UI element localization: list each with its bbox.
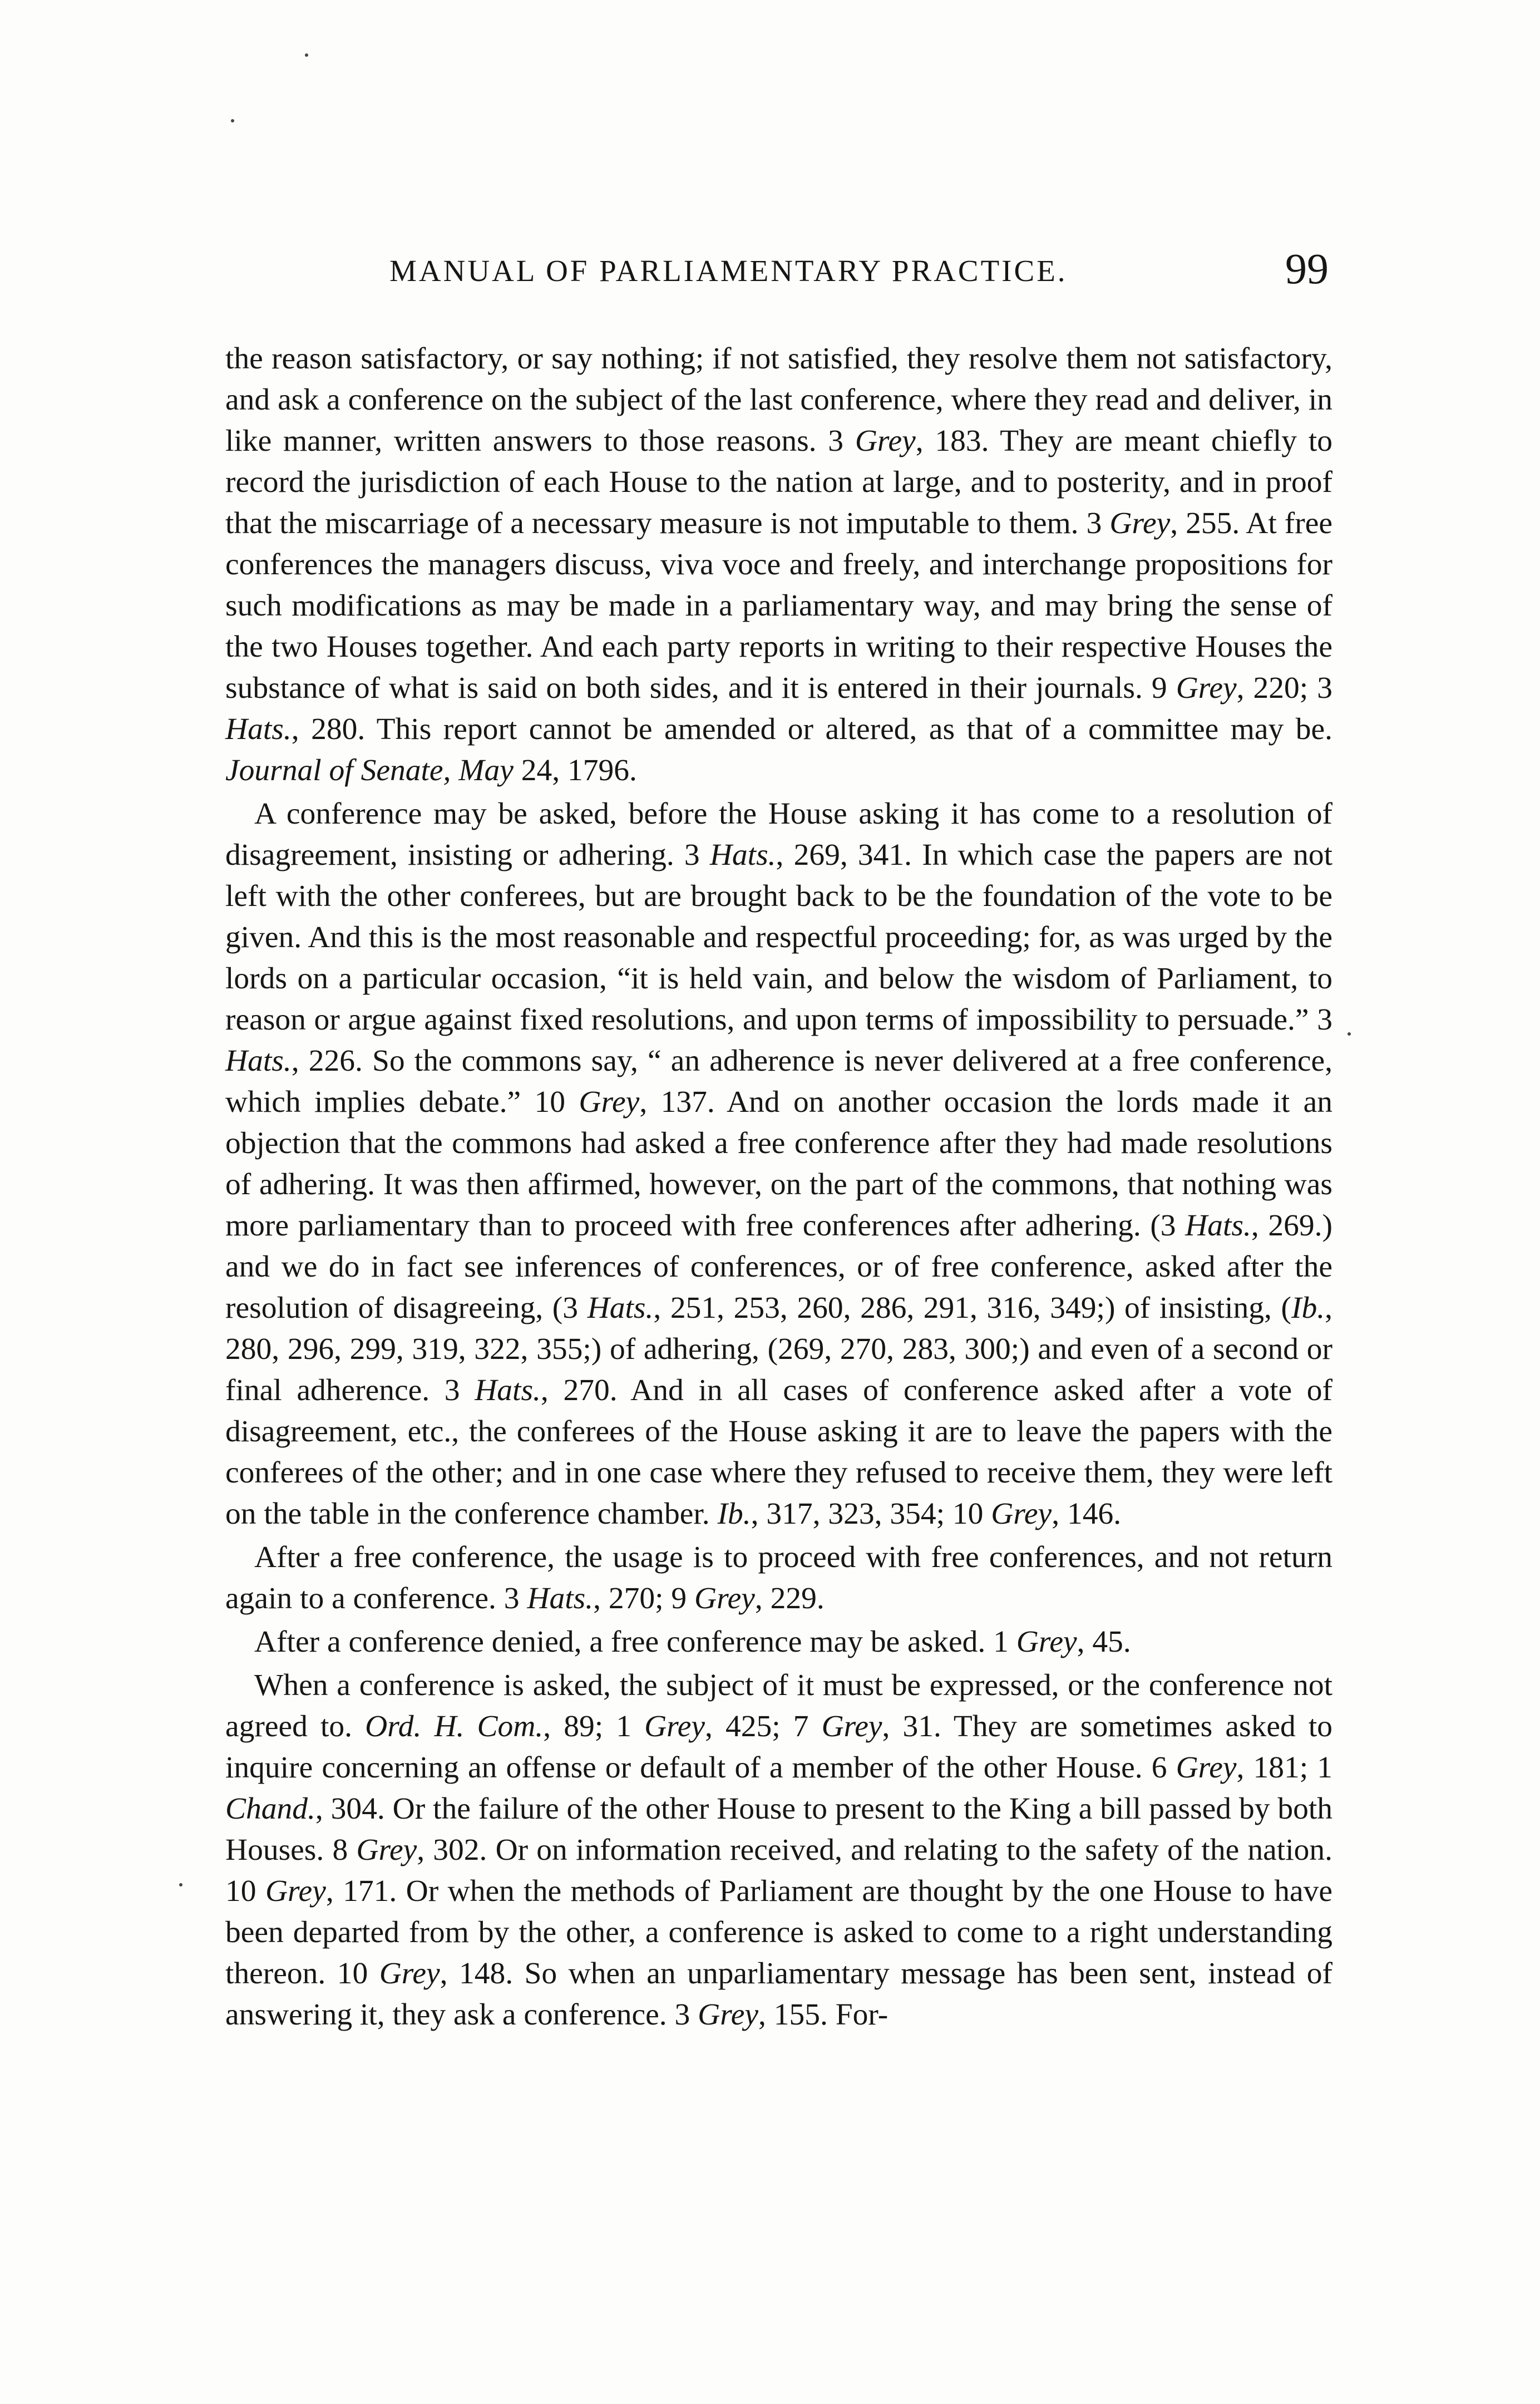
paragraph [225,1622,1332,1663]
text-run: , 183. They are meant chiefly to record the jurisdiction of each House to the nation at large, and to posterity, and in proof that the miscarriage of a necessary measure is not imputable to them. 3 [225,424,1332,540]
running-title: MANUAL OF PARLIAMENTARY PRACTICE. [389,254,1068,288]
citation-italic: Grey [1176,671,1237,705]
citation-italic: Hats. [709,838,776,872]
page-number: 99 [1285,244,1329,293]
body-text [225,338,1332,2038]
text-run: , 89; 1 [543,1710,645,1743]
citation-italic: Ord. H. Com. [365,1710,544,1743]
citation-italic: Ib. [717,1497,751,1531]
text-run: , 220; 3 [1236,671,1332,705]
citation-italic: Grey [644,1710,705,1743]
citation-italic: Grey [379,1957,440,1991]
text-run: , 31. They are sometimes asked to inquire concerning an offense or default of a member of the other House. 6 [225,1710,1333,1785]
text-run: 24, 1796. [513,753,637,787]
text-run: When a conference is asked, the subject of it must be expressed, or the conference not agreed to. [225,1668,1332,1743]
citation-italic: Grey [1016,1625,1077,1659]
citation-italic: Hats. [225,1044,292,1078]
print-speck [1348,1032,1351,1036]
text-run: , 304. Or the failure of the other House to present to the King a bill passed by both Houses. 8 [225,1792,1332,1867]
text-run: , 181; 1 [1236,1751,1333,1785]
text-run: , 269, 341. In which case the papers are not left with the other conferees, but are brought back to be the foundation of the vote to be given. And this is the most reasonable and respectful proceeding; for, as was urged by the lords on a particular occasion, “it is held vain, and below the wisdom of Parliament, to reason or argue against fixed resolutions, and upon terms of impossibility to persuade.” 3 [225,838,1332,1037]
citation-italic: Grey [855,424,916,458]
text-run: , 226. So the commons say, “ an adherence is never delivered at a free conference, which implies debate.” 10 [225,1044,1332,1119]
text-run: , 137. And on another occasion the lords made it an objection that the commons had asked a free conference after they had made resolutions of adhering. It was then affirmed, however, on the part of the commons, that nothing was more parliamentary than to proceed with free conferences after adhering. (3 [225,1085,1332,1243]
text-run: , 146. [1052,1497,1122,1531]
text-run: After a free conference, the usage is to proceed with free conferences, and not return again to a conference. 3 [225,1540,1332,1615]
print-speck [179,1883,182,1886]
text-run: , 155. For- [758,1998,889,2032]
text-run: A conference may be asked, before the House asking it has come to a resolution of disagreement, insisting or adhering. 3 [225,797,1332,872]
citation-italic: Grey [821,1710,882,1743]
text-run: , 280, 296, 299, 319, 322, 355;) of adhering, (269, 270, 283, 300;) and even of a second or final adherence. 3 [225,1291,1332,1407]
paragraph [225,794,1332,1535]
citation-italic: Grey [356,1833,417,1867]
citation-italic: Grey [265,1874,326,1908]
text-run: , 425; 7 [704,1710,822,1743]
citation-italic: Ib. [1291,1291,1325,1325]
citation-italic: Hats. [475,1373,541,1407]
text-run: , 45. [1077,1625,1131,1659]
citation-italic: Grey [1109,506,1171,540]
text-run: , 269.) and we do in fact see inferences of conferences, or of free conference, asked after the resolution of disagreeing, (3 [225,1209,1333,1325]
text-run: , 302. Or on information received, and relating to the safety of the nation. 10 [225,1833,1332,1908]
print-speck [305,53,308,57]
citation-italic: Grey [698,1998,759,2032]
text-run: After a conference denied, a free conference may be asked. 1 [254,1625,1016,1659]
citation-italic: Hats. [527,1582,594,1615]
text-run: , 171. Or when the methods of Parliament are thought by the one House to have been departed from by the other, a conference is asked to come to a right understanding thereon. 10 [225,1874,1333,1991]
text-run: , 255. At free conferences the managers discuss, viva voce and freely, and interchange propositions for such modifications as may be made in a parliamentary way, and may bring the sense of the two Houses together. And each party reports in writing to their respective Houses the substance of what is said on both sides, and it is entered in their journals. 9 [225,506,1332,705]
paragraph [225,338,1332,791]
citation-italic: Hats. [587,1291,654,1325]
paragraph [225,1537,1332,1619]
text-run: the reason satisfactory, or say nothing; if not satisfied, they resolve them not satisfactory, and ask a conference on the subject of the last conference, where they read and deliver, in like manner, written answers to those reasons. 3 [225,342,1332,458]
citation-italic: Hats. [225,712,292,746]
text-run: , 317, 323, 354; 10 [751,1497,991,1531]
citation-italic: Grey [579,1085,640,1119]
text-run: , 229. [754,1582,825,1615]
print-speck [231,119,234,122]
citation-italic: Grey [1176,1751,1237,1785]
paragraph [225,1665,1332,2036]
citation-italic: Hats. [1185,1209,1251,1243]
citation-italic: Grey [991,1497,1052,1531]
text-run: , 148. So when an unparliamentary message has been sent, instead of answering it, they ask a conference. 3 [225,1957,1333,2032]
text-run: , 270; 9 [593,1582,695,1615]
text-run: , 280. This report cannot be amended or altered, as that of a committee may be. [291,712,1332,746]
citation-italic: Chand. [225,1792,315,1826]
citation-italic: Grey [694,1582,755,1615]
text-run: , 270. And in all cases of conference asked after a vote of disagreement, etc., the conferees of the House asking it are to leave the papers with the conferees of the other; and in one case where they refused to receive them, they were left on the table in the conference chamber. [225,1373,1333,1531]
text-run: , 251, 253, 260, 286, 291, 316, 349;) of insisting, ( [653,1291,1292,1325]
citation-italic: Journal of Senate, May [225,753,514,787]
